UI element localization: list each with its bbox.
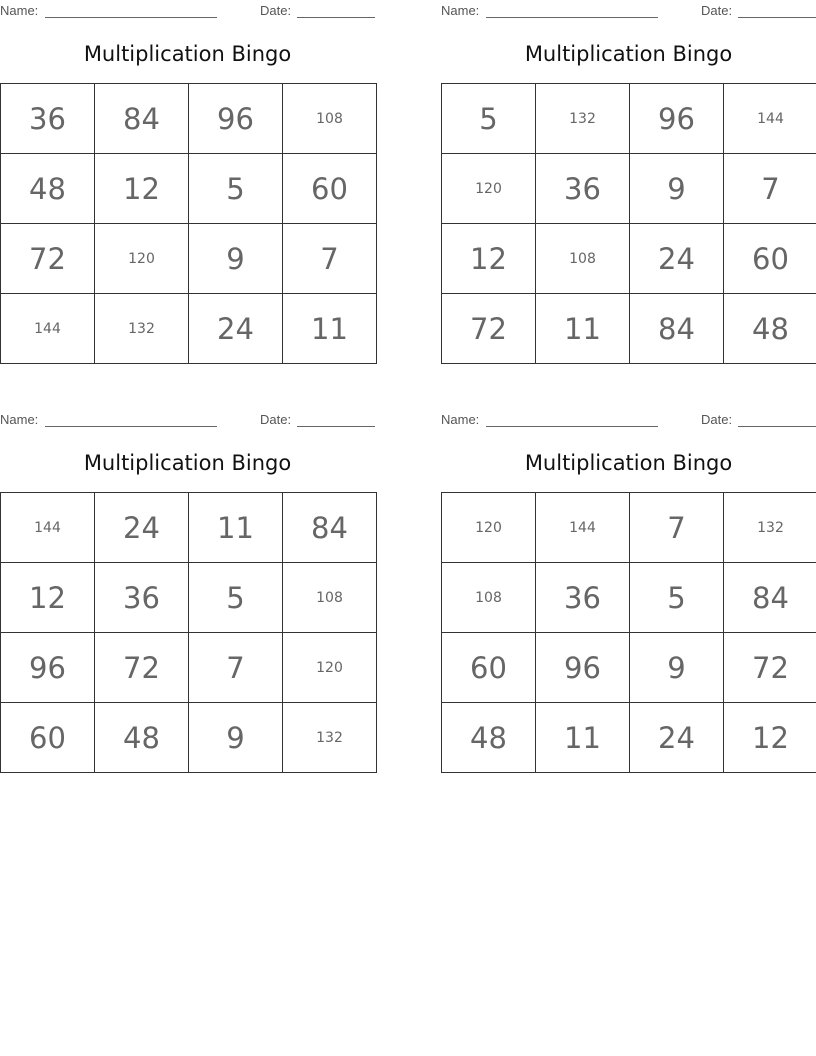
- grid-row: [1, 703, 377, 773]
- bingo-cell: 120: [95, 224, 189, 294]
- card-title: Multiplication Bingo: [83, 42, 292, 66]
- bingo-cell: 108: [283, 84, 377, 154]
- grid-row: [442, 633, 816, 703]
- grid-row: [442, 563, 816, 633]
- bingo-cell: 7: [283, 224, 377, 294]
- bingo-grid: [441, 492, 816, 773]
- grid-row: [442, 703, 816, 773]
- bingo-cell: 36: [95, 563, 189, 633]
- bingo-cell: 12: [442, 224, 536, 294]
- name-date-row: [441, 411, 816, 429]
- bingo-cell: 24: [630, 224, 724, 294]
- bingo-cell: 7: [724, 154, 816, 224]
- bingo-grid: [441, 83, 816, 364]
- bingo-cell: 96: [630, 84, 724, 154]
- grid-row: [442, 224, 816, 294]
- name-blank-line: [45, 426, 217, 427]
- bingo-cell: 96: [536, 633, 630, 703]
- name-blank-line: [486, 17, 658, 18]
- bingo-cell: 7: [630, 493, 724, 563]
- bingo-cell: 60: [724, 224, 816, 294]
- bingo-cell: 24: [95, 493, 189, 563]
- date-label: Date:: [701, 3, 733, 18]
- bingo-cell: 144: [1, 294, 95, 364]
- grid-row: [442, 84, 816, 154]
- bingo-cell: 5: [630, 563, 724, 633]
- name-date-row: [0, 411, 375, 429]
- grid-row: [442, 294, 816, 364]
- card-title: Multiplication Bingo: [524, 451, 733, 475]
- bingo-cell: 144: [724, 84, 816, 154]
- bingo-cell: 72: [95, 633, 189, 703]
- bingo-cell: 9: [189, 703, 283, 773]
- bingo-card: [0, 0, 375, 346]
- bingo-cell: 5: [189, 154, 283, 224]
- date-blank-line: [738, 17, 816, 18]
- date-label: Date:: [260, 3, 292, 18]
- grid-row: [1, 563, 377, 633]
- name-label: Name:: [0, 412, 39, 427]
- name-label: Name:: [441, 3, 480, 18]
- bingo-cell: 48: [1, 154, 95, 224]
- bingo-card: [441, 409, 816, 755]
- bingo-cell: 11: [536, 294, 630, 364]
- bingo-cell: 48: [442, 703, 536, 773]
- bingo-cell: 5: [189, 563, 283, 633]
- bingo-cell: 144: [536, 493, 630, 563]
- grid-row: [1, 154, 377, 224]
- bingo-cell: 60: [1, 703, 95, 773]
- grid-row: [442, 493, 816, 563]
- grid-row: [442, 154, 816, 224]
- name-label: Name:: [0, 3, 39, 18]
- bingo-cell: 36: [536, 154, 630, 224]
- bingo-cell: 7: [189, 633, 283, 703]
- bingo-cell: 132: [95, 294, 189, 364]
- bingo-cell: 11: [536, 703, 630, 773]
- card-title: Multiplication Bingo: [524, 42, 733, 66]
- bingo-cell: 36: [536, 563, 630, 633]
- bingo-cell: 120: [283, 633, 377, 703]
- grid-row: [1, 633, 377, 703]
- name-date-row: [0, 2, 375, 20]
- name-blank-line: [486, 426, 658, 427]
- bingo-cell: 72: [442, 294, 536, 364]
- bingo-cell: 5: [442, 84, 536, 154]
- bingo-cell: 96: [189, 84, 283, 154]
- grid-row: [1, 493, 377, 563]
- bingo-cell: 24: [630, 703, 724, 773]
- bingo-cell: 11: [283, 294, 377, 364]
- date-label: Date:: [260, 412, 292, 427]
- bingo-cell: 120: [442, 154, 536, 224]
- bingo-cell: 36: [1, 84, 95, 154]
- bingo-cell: 96: [1, 633, 95, 703]
- name-label: Name:: [441, 412, 480, 427]
- bingo-grid: [0, 83, 377, 364]
- bingo-card: [441, 0, 816, 346]
- date-blank-line: [297, 426, 375, 427]
- bingo-cell: 24: [189, 294, 283, 364]
- grid-row: [1, 294, 377, 364]
- bingo-cell: 108: [283, 563, 377, 633]
- card-title: Multiplication Bingo: [83, 451, 292, 475]
- bingo-cell: 60: [442, 633, 536, 703]
- bingo-cell: 144: [1, 493, 95, 563]
- bingo-cell: 132: [536, 84, 630, 154]
- bingo-cell: 120: [442, 493, 536, 563]
- grid-row: [1, 224, 377, 294]
- bingo-cell: 132: [724, 493, 816, 563]
- bingo-cell: 84: [283, 493, 377, 563]
- bingo-cell: 11: [189, 493, 283, 563]
- bingo-cell: 9: [630, 633, 724, 703]
- bingo-cell: 108: [536, 224, 630, 294]
- bingo-cell: 48: [724, 294, 816, 364]
- bingo-card: [0, 409, 375, 755]
- bingo-cell: 72: [724, 633, 816, 703]
- bingo-cell: 84: [95, 84, 189, 154]
- bingo-grid: [0, 492, 377, 773]
- date-blank-line: [297, 17, 375, 18]
- bingo-cell: 72: [1, 224, 95, 294]
- name-blank-line: [45, 17, 217, 18]
- bingo-cell: 48: [95, 703, 189, 773]
- bingo-cell: 12: [1, 563, 95, 633]
- bingo-cell: 108: [442, 563, 536, 633]
- date-label: Date:: [701, 412, 733, 427]
- name-date-row: [441, 2, 816, 20]
- bingo-cell: 132: [283, 703, 377, 773]
- bingo-cell: 12: [95, 154, 189, 224]
- bingo-cell: 9: [189, 224, 283, 294]
- bingo-cell: 84: [630, 294, 724, 364]
- date-blank-line: [738, 426, 816, 427]
- bingo-cell: 60: [283, 154, 377, 224]
- bingo-cell: 9: [630, 154, 724, 224]
- grid-row: [1, 84, 377, 154]
- bingo-cell: 84: [724, 563, 816, 633]
- bingo-cell: 12: [724, 703, 816, 773]
